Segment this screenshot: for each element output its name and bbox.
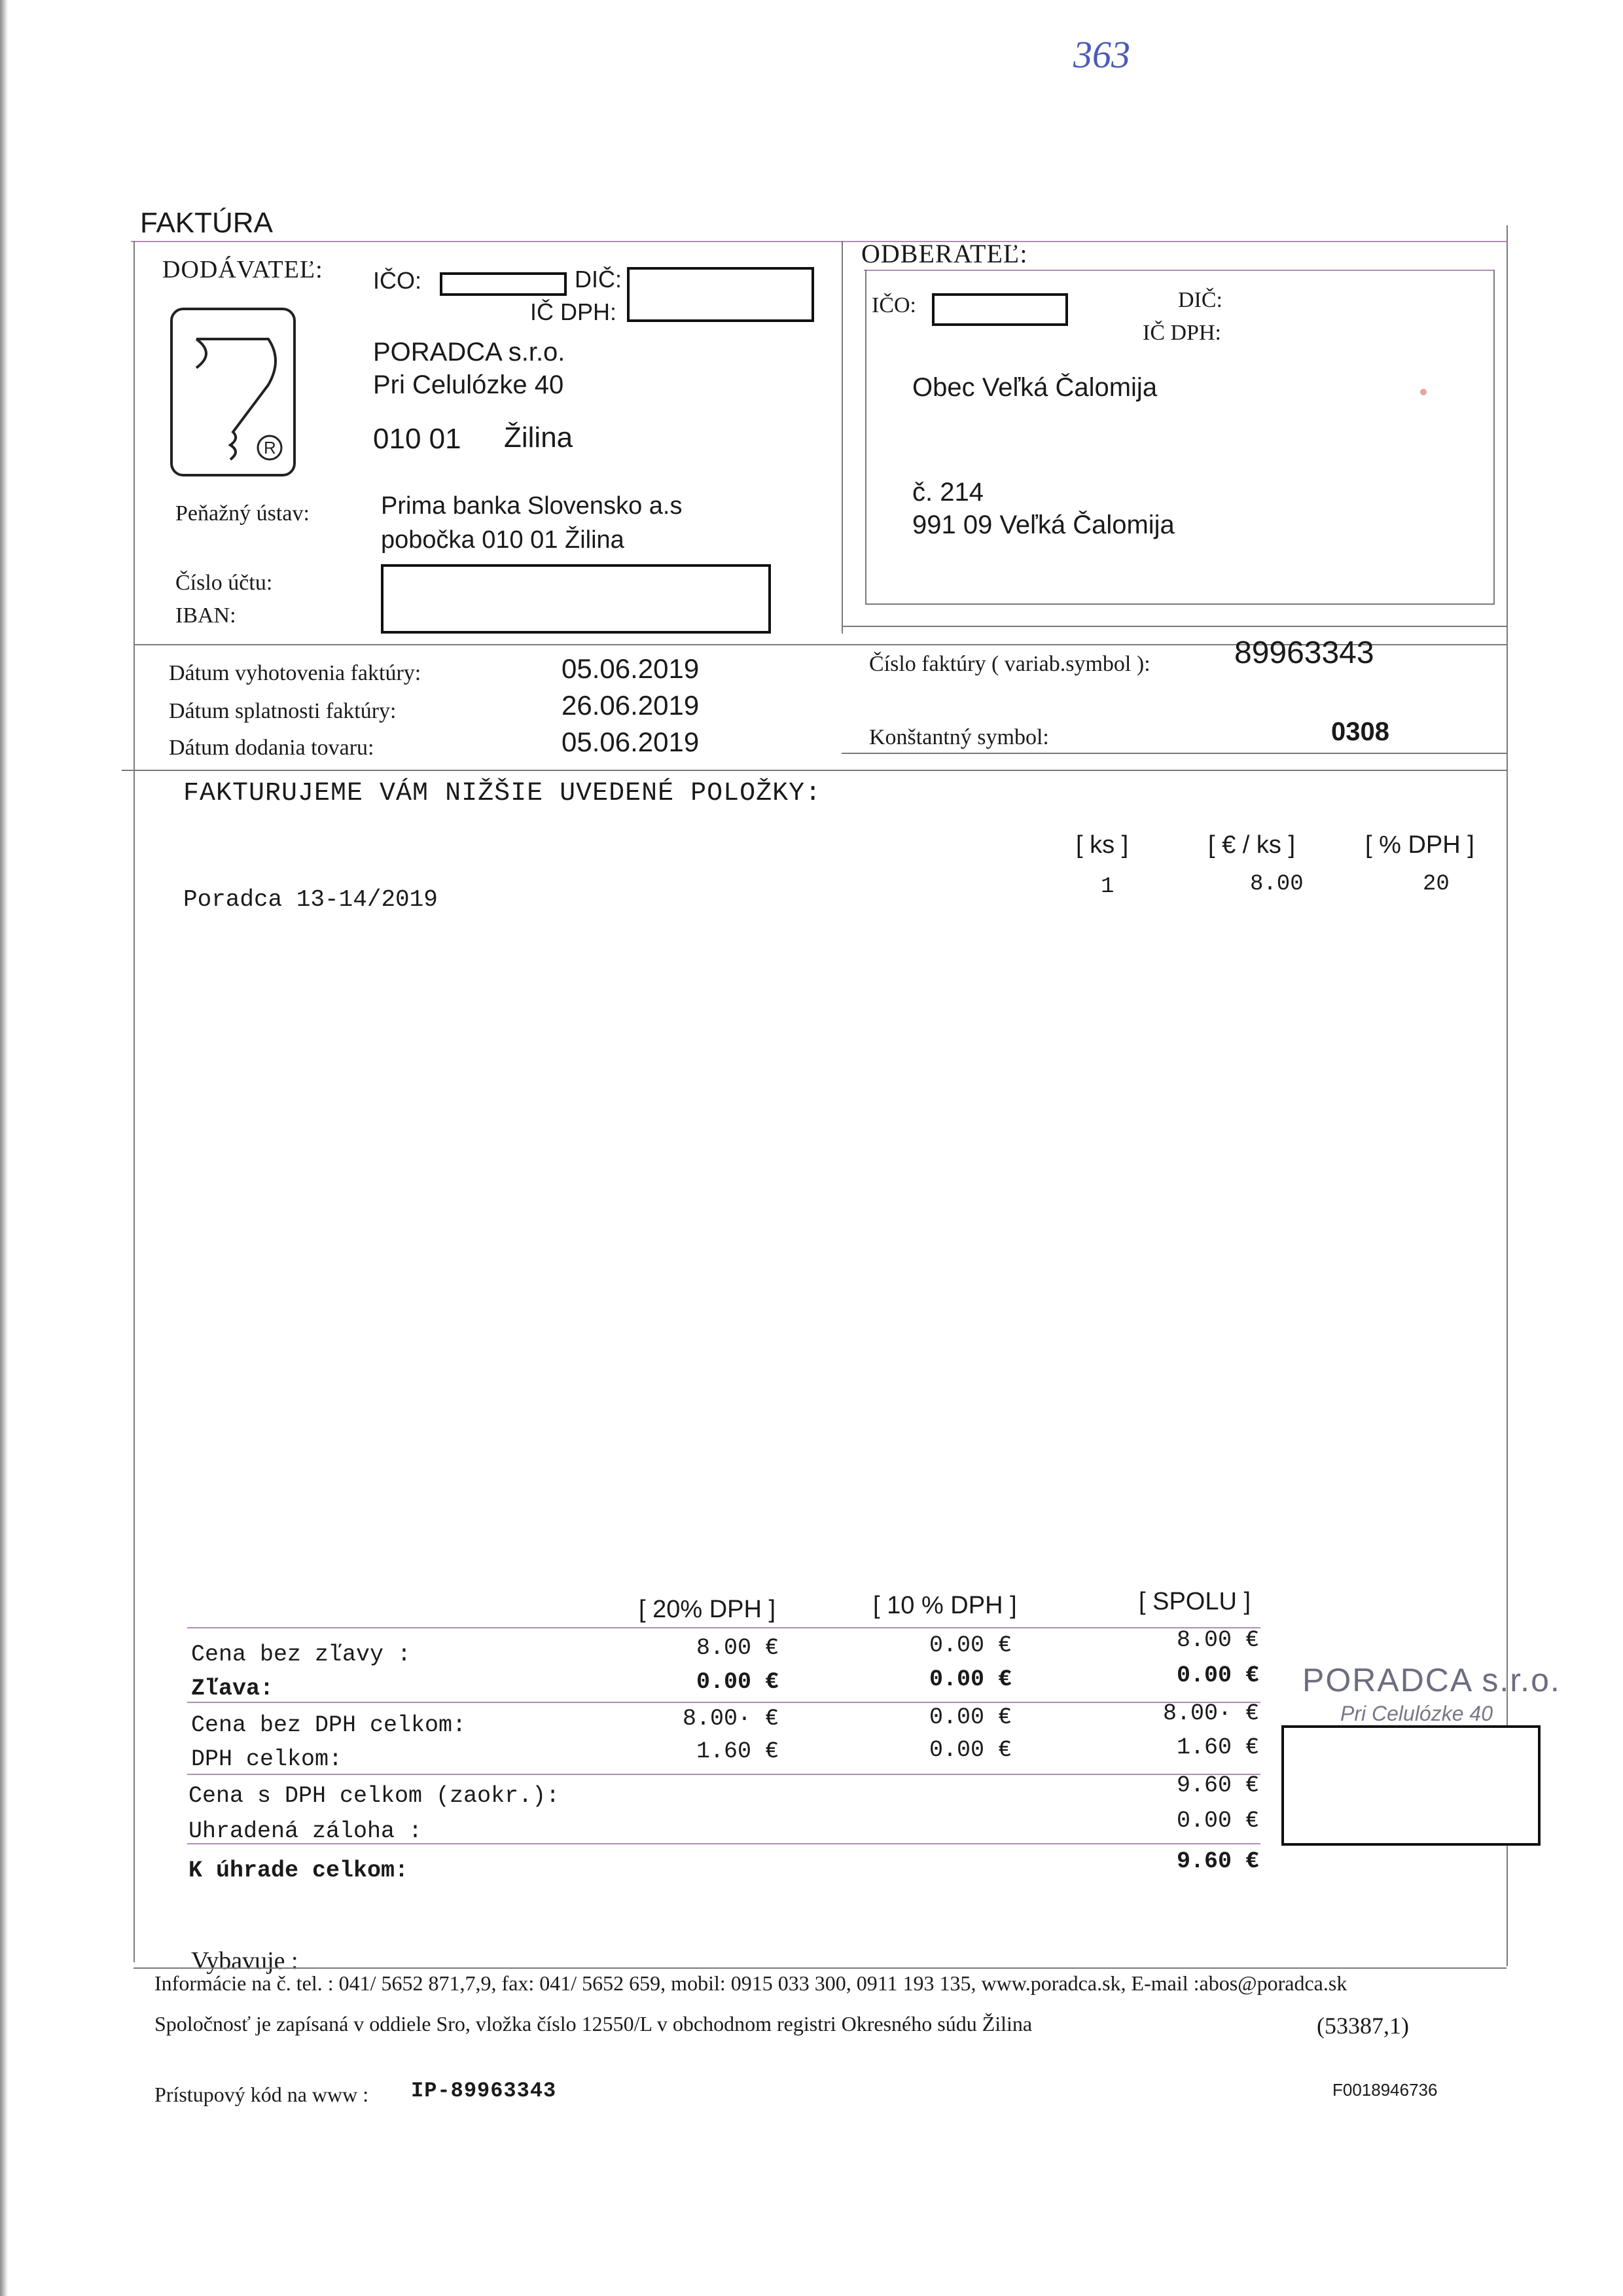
frame-middle-line [842, 241, 843, 634]
due-date-label: Dátum splatnosti faktúry: [169, 699, 397, 723]
summary-label-dph-celkom: DPH celkom: [191, 1746, 343, 1772]
bank-branch: pobočka 010 01 Žilina [381, 526, 624, 554]
summary-label-cena-bez-dph: Cena bez DPH celkom: [191, 1712, 467, 1738]
stamp-street: Pri Celulózke 40 [1340, 1702, 1493, 1725]
summary-label-k-uhrade: K úhrade celkom: [188, 1857, 409, 1884]
invoice-number-label: Číslo faktúry ( variab.symbol ): [869, 652, 1150, 676]
bank-name: Prima banka Slovensko a.s [381, 492, 683, 520]
summary-col-dph10: [ 10 % DPH ] [873, 1592, 1017, 1619]
summary-line-4 [187, 1843, 1260, 1844]
footer-reg-code: (53387,1) [1317, 2013, 1409, 2039]
footer-contact: Informácie na č. tel. : 041/ 5652 871,7,9, fax: 041/ 5652 659, mobil: 0915 033 300, 0911 193 135, www.poradca.sk, E-mail :abos@poradca.sk [154, 1971, 1347, 1995]
supplier-icdph-label: IČ DPH: [530, 298, 617, 325]
summary-dph10-dph-celkom: 0.00 € [929, 1737, 1012, 1763]
frame-bottom-line [134, 1967, 1507, 1969]
items-col-price: [ € / ks ] [1208, 831, 1296, 859]
constant-symbol-label: Konštantný symbol: [869, 725, 1049, 749]
delivery-date-label: Dátum dodania tovaru: [169, 736, 374, 760]
summary-spolu-cena-bez-dph: 8.00· € [1162, 1700, 1259, 1727]
customer-zip-city: 991 09 Veľká Čalomija [912, 511, 1175, 539]
page-title: FAKTÚRA [140, 207, 273, 239]
items-col-vat: [ % DPH ] [1365, 831, 1474, 859]
frame-top-line [131, 241, 1507, 242]
document-id: F0018946736 [1332, 2080, 1438, 2100]
supplier-city: Žilina [504, 422, 573, 454]
summary-label-cena-s-dph: Cena s DPH celkom (zaokr.): [188, 1783, 560, 1809]
summary-label-cena-bez-zlavy: Cena bez zľavy : [191, 1641, 412, 1668]
item-price: 8.00 [1250, 872, 1304, 897]
access-code-label: Prístupový kód na www : [154, 2083, 369, 2106]
customer-box-top [864, 270, 1495, 271]
dates-bottom-line [122, 770, 1507, 771]
customer-label: ODBERATEĽ: [861, 239, 1028, 268]
frame-right-line [1507, 225, 1508, 1966]
dates-bottom-line-2 [842, 753, 1507, 754]
customer-box-left [865, 270, 866, 605]
redacted-iban [381, 564, 771, 634]
svg-text:R: R [264, 438, 276, 457]
customer-street: č. 214 [912, 478, 984, 507]
redacted-signature [1281, 1725, 1541, 1846]
customer-dic-label: DIČ: [1178, 288, 1222, 312]
summary-spolu-k-uhrade: 9.60 € [1176, 1848, 1259, 1874]
summary-top-line [187, 1627, 1260, 1628]
supplier-zip: 010 01 [373, 423, 461, 455]
customer-box-right [1493, 270, 1495, 605]
customer-ico-label: IČO: [872, 293, 916, 317]
summary-dph10-zlava: 0.00 € [929, 1666, 1012, 1693]
scan-edge [0, 0, 8, 2296]
redacted-customer-ico [932, 293, 1068, 326]
iban-label: IBAN: [175, 603, 236, 628]
due-date-value: 26.06.2019 [562, 690, 700, 721]
redacted-ico [440, 272, 567, 296]
summary-dph20-dph-celkom: 1.60 € [696, 1738, 779, 1765]
customer-name: Obec Veľká Čalomija [912, 373, 1158, 402]
issuer-label: Vybavuje : [191, 1947, 298, 1975]
supplier-dic-label: DIČ: [575, 266, 622, 293]
access-code-value: IP-89963343 [411, 2079, 557, 2103]
bank-label: Peňažný ústav: [175, 501, 310, 526]
footer-registry: Spoločnosť je zapísaná v oddiele Sro, vložka číslo 12550/L v obchodnom registri Okresného súdu Žilina [154, 2012, 1033, 2036]
summary-col-dph20: [ 20% DPH ] [639, 1596, 776, 1623]
item-qty: 1 [1101, 874, 1115, 899]
issue-date-label: Dátum vyhotovenia faktúry: [169, 661, 421, 685]
supplier-ico-label: IČO: [373, 267, 422, 294]
summary-col-spolu: [ SPOLU ] [1139, 1588, 1251, 1615]
summary-dph20-cena-bez-dph: 8.00· € [682, 1706, 779, 1732]
delivery-date-value: 05.06.2019 [562, 726, 700, 757]
dates-top-line-2 [842, 626, 1507, 627]
summary-spolu-zaloha: 0.00 € [1176, 1808, 1259, 1834]
supplier-name: PORADCA s.r.o. [373, 338, 565, 367]
issue-date-value: 05.06.2019 [562, 653, 700, 684]
redacted-dic [627, 267, 814, 322]
summary-spolu-cena-bez-zlavy: 8.00 € [1176, 1627, 1259, 1653]
summary-spolu-dph-celkom: 1.60 € [1176, 1734, 1259, 1761]
summary-dph20-zlava: 0.00 € [696, 1669, 779, 1695]
frame-left-line [134, 241, 135, 1962]
stamp-name: PORADCA s.r.o. [1302, 1662, 1561, 1698]
summary-line-2 [187, 1702, 1260, 1703]
summary-label-zlava: Zľava: [191, 1676, 274, 1702]
scan-speck [1420, 389, 1427, 395]
item-desc: Poradca 13-14/2019 [183, 886, 438, 913]
constant-symbol-value: 0308 [1331, 717, 1389, 746]
customer-icdph-label: IČ DPH: [1143, 321, 1221, 345]
summary-line-3 [187, 1774, 1260, 1775]
supplier-street: Pri Celulózke 40 [373, 370, 564, 399]
summary-dph10-cena-bez-dph: 0.00 € [929, 1704, 1012, 1731]
account-label: Číslo účtu: [175, 571, 273, 595]
company-logo [170, 308, 296, 476]
summary-spolu-cena-s-dph: 9.60 € [1176, 1772, 1259, 1799]
invoice-number-value: 89963343 [1234, 636, 1374, 670]
summary-spolu-zlava: 0.00 € [1176, 1662, 1259, 1689]
item-vat: 20 [1423, 872, 1450, 897]
summary-label-zaloha: Uhradená záloha : [188, 1818, 423, 1844]
summary-dph20-cena-bez-zlavy: 8.00 € [696, 1635, 779, 1661]
items-heading: FAKTURUJEME VÁM NIŽŠIE UVEDENÉ POLOŽKY: [183, 779, 822, 808]
summary-dph10-cena-bez-zlavy: 0.00 € [929, 1632, 1012, 1659]
customer-box-bottom [865, 603, 1495, 605]
items-col-qty: [ ks ] [1076, 831, 1129, 859]
handwritten-number: 363 [1073, 33, 1130, 76]
supplier-label: DODÁVATEĽ: [162, 256, 323, 283]
